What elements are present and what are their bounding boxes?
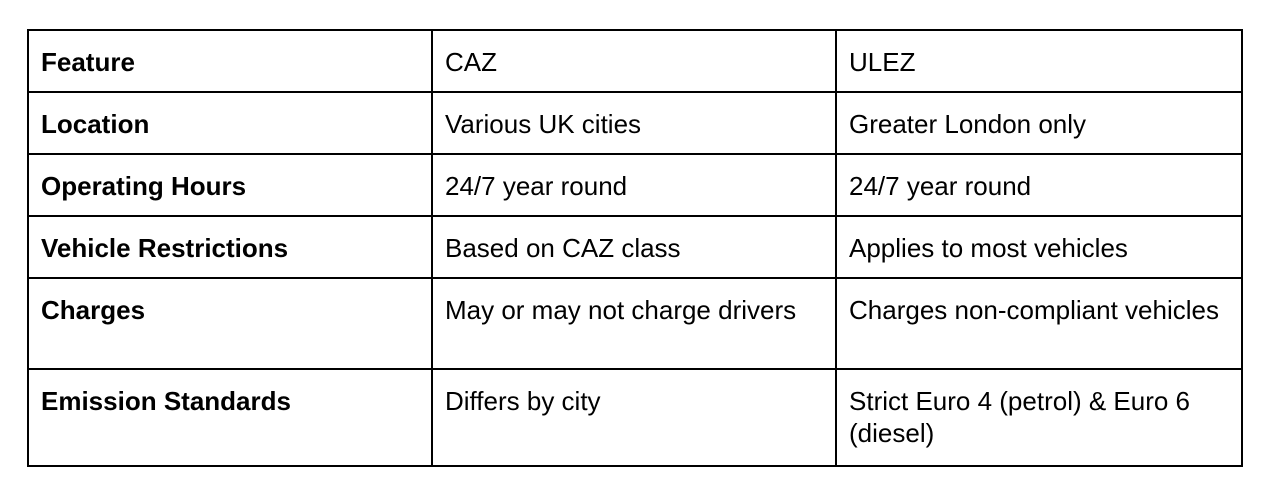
caz-cell: Various UK cities [432,92,836,154]
feature-cell: Charges [28,278,432,369]
header-cell-ulez: ULEZ [836,30,1242,92]
ulez-cell: Greater London only [836,92,1242,154]
ulez-cell: Applies to most vehicles [836,216,1242,278]
table-row [28,278,1242,369]
feature-cell: Vehicle Restrictions [28,216,432,278]
caz-cell: Differs by city [432,369,836,466]
ulez-cell: Charges non-compliant vehicles [836,278,1242,369]
ulez-cell: 24/7 year round [836,154,1242,216]
feature-cell: Location [28,92,432,154]
header-cell-feature: Feature [28,30,432,92]
caz-cell: 24/7 year round [432,154,836,216]
table-row [28,216,1242,278]
table-header-row [28,30,1242,92]
caz-cell: Based on CAZ class [432,216,836,278]
table-row [28,92,1242,154]
feature-cell: Operating Hours [28,154,432,216]
comparison-table [27,29,1243,467]
feature-cell: Emission Standards [28,369,432,466]
ulez-cell: Strict Euro 4 (petrol) & Euro 6 (diesel) [836,369,1242,466]
table-row [28,369,1242,466]
caz-cell: May or may not charge drivers [432,278,836,369]
header-cell-caz: CAZ [432,30,836,92]
table-row [28,154,1242,216]
